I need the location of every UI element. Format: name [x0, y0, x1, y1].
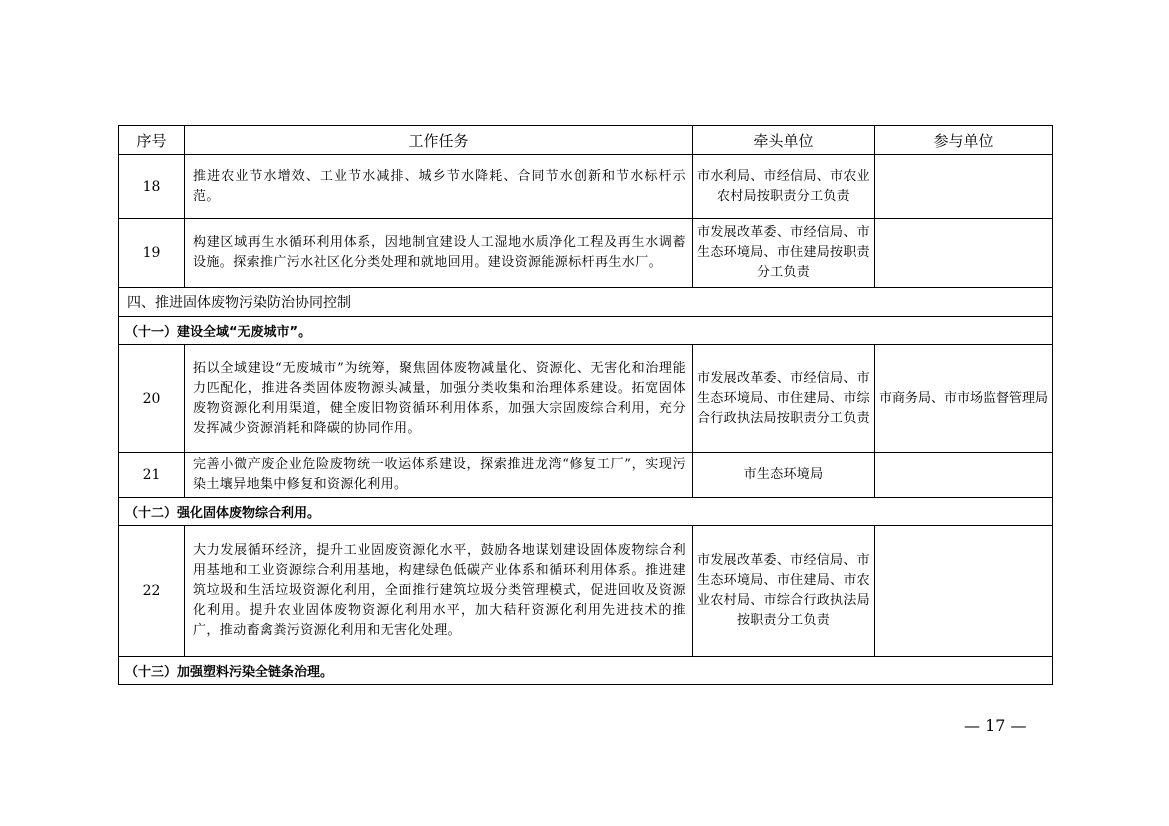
row-number: 21 [119, 453, 185, 498]
section-row [119, 288, 1053, 317]
participating-unit: 市商务局、市市场监督管理局 [875, 345, 1053, 453]
header-lead-unit: 牵头单位 [693, 126, 875, 155]
lead-unit: 市水利局、市经信局、市农业农村局按职责分工负责 [693, 155, 875, 219]
subsection-row [119, 498, 1053, 526]
subsection-heading: （十一）建设全域“无废城市”。 [119, 317, 1053, 345]
task-text: 大力发展循环经济，提升工业固废资源化水平，鼓励各地谋划建设固体废物综合利用基地和工业资源综合利用基地，构建绿色低碳产业体系和循环利用体系。推进建筑垃圾和生活垃圾资源化利用，全面推行建筑垃圾分类管理模式，促进回收及资源化利用。提升农业固体废物资源化利用水平，加大秸秆资源化利用先进技术的推广，推动畜禽粪污资源化利用和无害化处理。 [185, 526, 693, 657]
subsection-row [119, 317, 1053, 345]
table-row [119, 155, 1053, 219]
section-heading: 四、推进固体废物污染防治协同控制 [119, 288, 1053, 317]
lead-unit: 市生态环境局 [693, 453, 875, 498]
row-number: 22 [119, 526, 185, 657]
row-number: 19 [119, 219, 185, 288]
task-text: 完善小微产废企业危险废物统一收运体系建设，探索推进龙湾“修复工厂”，实现污染土壤异地集中修复和资源化利用。 [185, 453, 693, 498]
header-serial-number: 序号 [119, 126, 185, 155]
table-row [119, 345, 1053, 453]
subsection-heading: （十二）强化固体废物综合利用。 [119, 498, 1053, 526]
task-text: 构建区域再生水循环利用体系，因地制宜建设人工湿地水质净化工程及再生水调蓄设施。探索推广污水社区化分类处理和就地回用。建设资源能源标杆再生水厂。 [185, 219, 693, 288]
row-number: 18 [119, 155, 185, 219]
header-participating-unit: 参与单位 [875, 126, 1053, 155]
page-number: — 17 — [964, 716, 1027, 735]
table-row [119, 526, 1053, 657]
task-table [118, 125, 1053, 685]
participating-unit [875, 219, 1053, 288]
participating-unit [875, 453, 1053, 498]
lead-unit: 市发展改革委、市经信局、市生态环境局、市住建局按职责分工负责 [693, 219, 875, 288]
subsection-row [119, 657, 1053, 685]
subsection-heading: （十三）加强塑料污染全链条治理。 [119, 657, 1053, 685]
lead-unit: 市发展改革委、市经信局、市生态环境局、市住建局、市综合行政执法局按职责分工负责 [693, 345, 875, 453]
task-text: 拓以全域建设“无废城市”为统筹，聚焦固体废物减量化、资源化、无害化和治理能力匹配化，推进各类固体废物源头减量，加强分类收集和治理体系建设。拓宽固体废物资源化利用渠道，健全废旧物资循环利用体系，加强大宗固废综合利用，充分发挥减少资源消耗和降碳的协同作用。 [185, 345, 693, 453]
participating-unit [875, 155, 1053, 219]
table-header-row [119, 126, 1053, 155]
header-work-task: 工作任务 [185, 126, 693, 155]
participating-unit [875, 526, 1053, 657]
table-row [119, 453, 1053, 498]
lead-unit: 市发展改革委、市经信局、市生态环境局、市住建局、市农业农村局、市综合行政执法局按职责分工负责 [693, 526, 875, 657]
task-text: 推进农业节水增效、工业节水减排、城乡节水降耗、合同节水创新和节水标杆示范。 [185, 155, 693, 219]
row-number: 20 [119, 345, 185, 453]
table-row [119, 219, 1053, 288]
